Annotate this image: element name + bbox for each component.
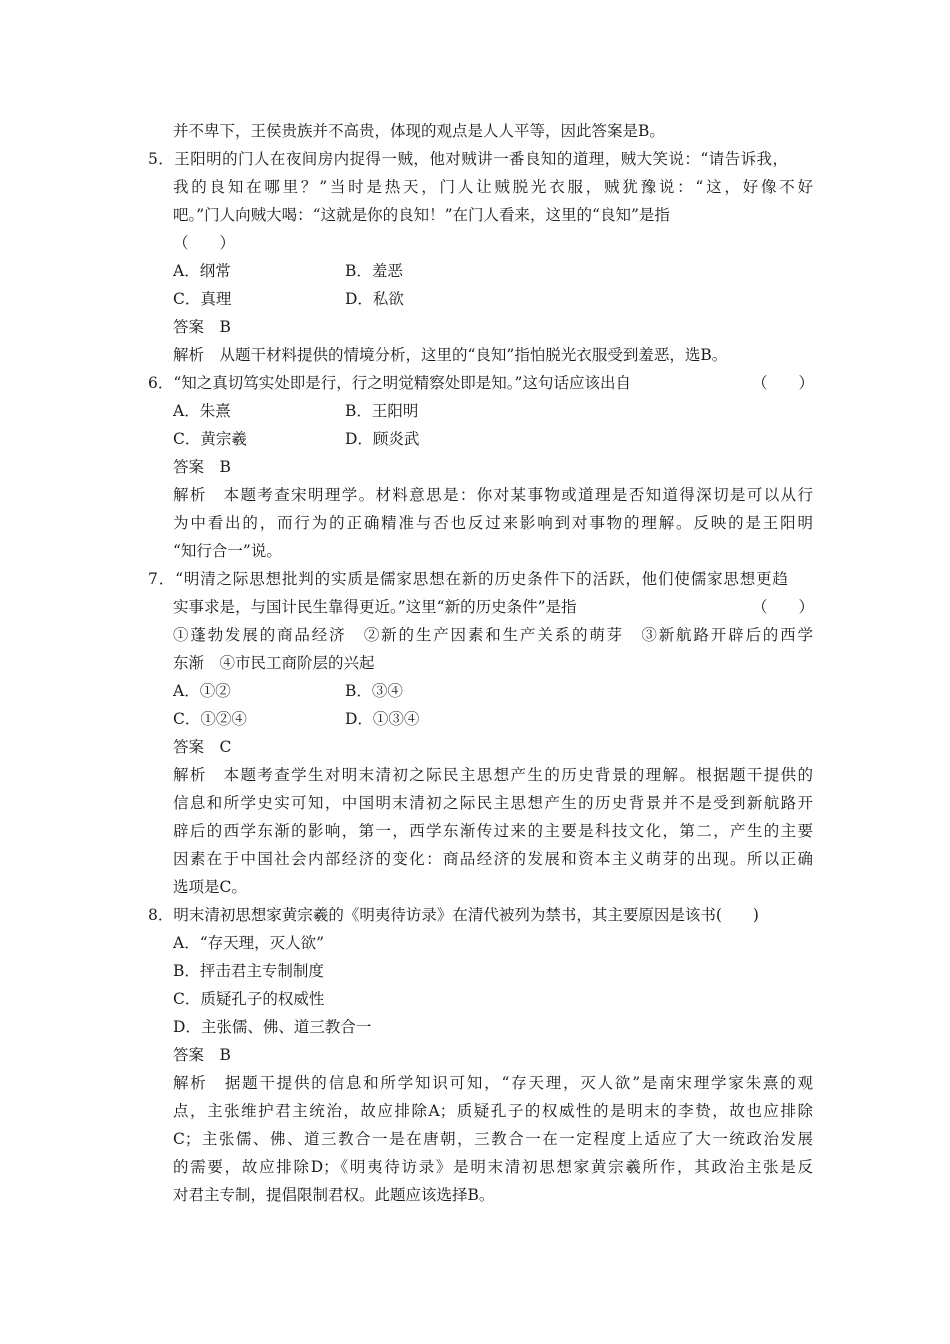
q8-analysis-line-4: 的需要，故应排除D；《明夷待访录》是明末清初思想家黄宗羲所作，其政治主张是反 (173, 1158, 813, 1176)
q7-analysis-line-2: 信息和所学史实可知，中国明末清初之际民主思想产生的历史背景并不是受到新航路开 (173, 794, 813, 812)
q5-option-a: A．纲常 (173, 262, 231, 280)
q5-answer: 答案 B (173, 318, 231, 336)
q7-items-line-2: 东渐 ④市民工商阶层的兴起 (173, 654, 375, 672)
q6-option-c: C．黄宗羲 (173, 430, 247, 448)
q8-option-b: B．抨击君主专制制度 (173, 962, 324, 980)
q5-stem-line-3: 吧。”门人向贼大喝：“这就是你的良知！”在门人看来，这里的“良知”是指 (173, 206, 670, 224)
q7-analysis-line-5: 选项是C。 (173, 878, 247, 896)
q5-option-d: D．私欲 (345, 290, 404, 308)
q7-analysis-line-1: 解析 本题考查学生对明末清初之际民主思想产生的历史背景的理解。根据题干提供的 (173, 766, 813, 784)
q5-option-c: C．真理 (173, 290, 232, 308)
q6-option-a: A．朱熹 (173, 402, 231, 420)
intro-line: 并不卑下，王侯贵族并不高贵，体现的观点是人人平等，因此答案是B。 (173, 122, 665, 140)
q6-analysis-line-1: 解析 本题考查宋明理学。材料意思是：你对某事物或道理是否知道得深切是可以从行 (173, 486, 813, 504)
q5-stem-line-2: 我的良知在哪里？”当时是热天，门人让贼脱光衣服，贼犹豫说：“这，好像不好 (173, 178, 813, 196)
q7-analysis-line-4: 因素在于中国社会内部经济的变化：商品经济的发展和资本主义萌芽的出现。所以正确 (173, 850, 813, 868)
q6-stem-line-1: 6．“知之真切笃实处即是行，行之明觉精察处即是知。”这句话应该出自 (148, 374, 631, 392)
q7-option-d: D．①③④ (345, 710, 420, 728)
q7-analysis-line-3: 辟后的西学东渐的影响，第一，西学东渐传过来的主要是科技文化，第二，产生的主要 (173, 822, 813, 840)
q7-stem-line-1: 7．“明清之际思想批判的实质是儒家思想在新的历史条件下的活跃，他们使儒家思想更趋 (148, 570, 788, 588)
q7-answer: 答案 C (173, 738, 232, 756)
q6-answer: 答案 B (173, 458, 231, 476)
q7-option-c: C．①②④ (173, 710, 247, 728)
q6-analysis-line-2: 为中看出的，而行为的正确精准与否也反过来影响到对事物的理解。反映的是王阳明 (173, 514, 813, 532)
q7-items-line-1: ①蓬勃发展的商品经济 ②新的生产因素和生产关系的萌芽 ③新航路开辟后的西学 (173, 626, 813, 644)
q5-answer-blank: （ ） (173, 234, 236, 252)
q6-answer-blank: （ ） (752, 374, 815, 392)
q8-option-d: D．主张儒、佛、道三教合一 (173, 1018, 372, 1036)
q7-option-a: A．①② (173, 682, 231, 700)
q7-option-b: B．③④ (345, 682, 403, 700)
q5-stem-line-1: 5．王阳明的门人在夜间房内捉得一贼，他对贼讲一番良知的道理，贼大笑说：“请告诉我， (148, 150, 788, 168)
q5-option-b: B．羞恶 (345, 262, 403, 280)
q6-option-d: D．顾炎武 (345, 430, 420, 448)
q8-analysis-line-3: C；主张儒、佛、道三教合一是在唐朝，三教合一在一定程度上适应了大一统政治发展 (173, 1130, 813, 1148)
q5-analysis-line-1: 解析 从题干材料提供的情境分析，这里的“良知”指怕脱光衣服受到羞恶，选B。 (173, 346, 728, 364)
q7-answer-blank: （ ） (752, 598, 815, 616)
q8-analysis-line-2: 点，主张维护君主统治，故应排除A；质疑孔子的权威性的是明末的李贽，故也应排除 (173, 1102, 813, 1120)
q8-answer: 答案 B (173, 1046, 231, 1064)
q8-analysis-line-5: 对君主专制，提倡限制君权。此题应该选择B。 (173, 1186, 495, 1204)
q8-option-a: A．“存天理，灭人欲” (173, 934, 325, 952)
q7-stem-line-2: 实事求是，与国计民生靠得更近。”这里“新的历史条件”是指 (173, 598, 577, 616)
q8-option-c: C．质疑孔子的权威性 (173, 990, 325, 1008)
q6-option-b: B．王阳明 (345, 402, 419, 420)
q8-analysis-line-1: 解析 据题干提供的信息和所学知识可知，“存天理，灭人欲”是南宋理学家朱熹的观 (173, 1074, 813, 1092)
q8-stem-line-1: 8．明末清初思想家黄宗羲的《明夷待访录》在清代被列为禁书，其主要原因是该书( ) (148, 906, 759, 924)
q6-analysis-line-3: “知行合一”说。 (173, 542, 282, 560)
